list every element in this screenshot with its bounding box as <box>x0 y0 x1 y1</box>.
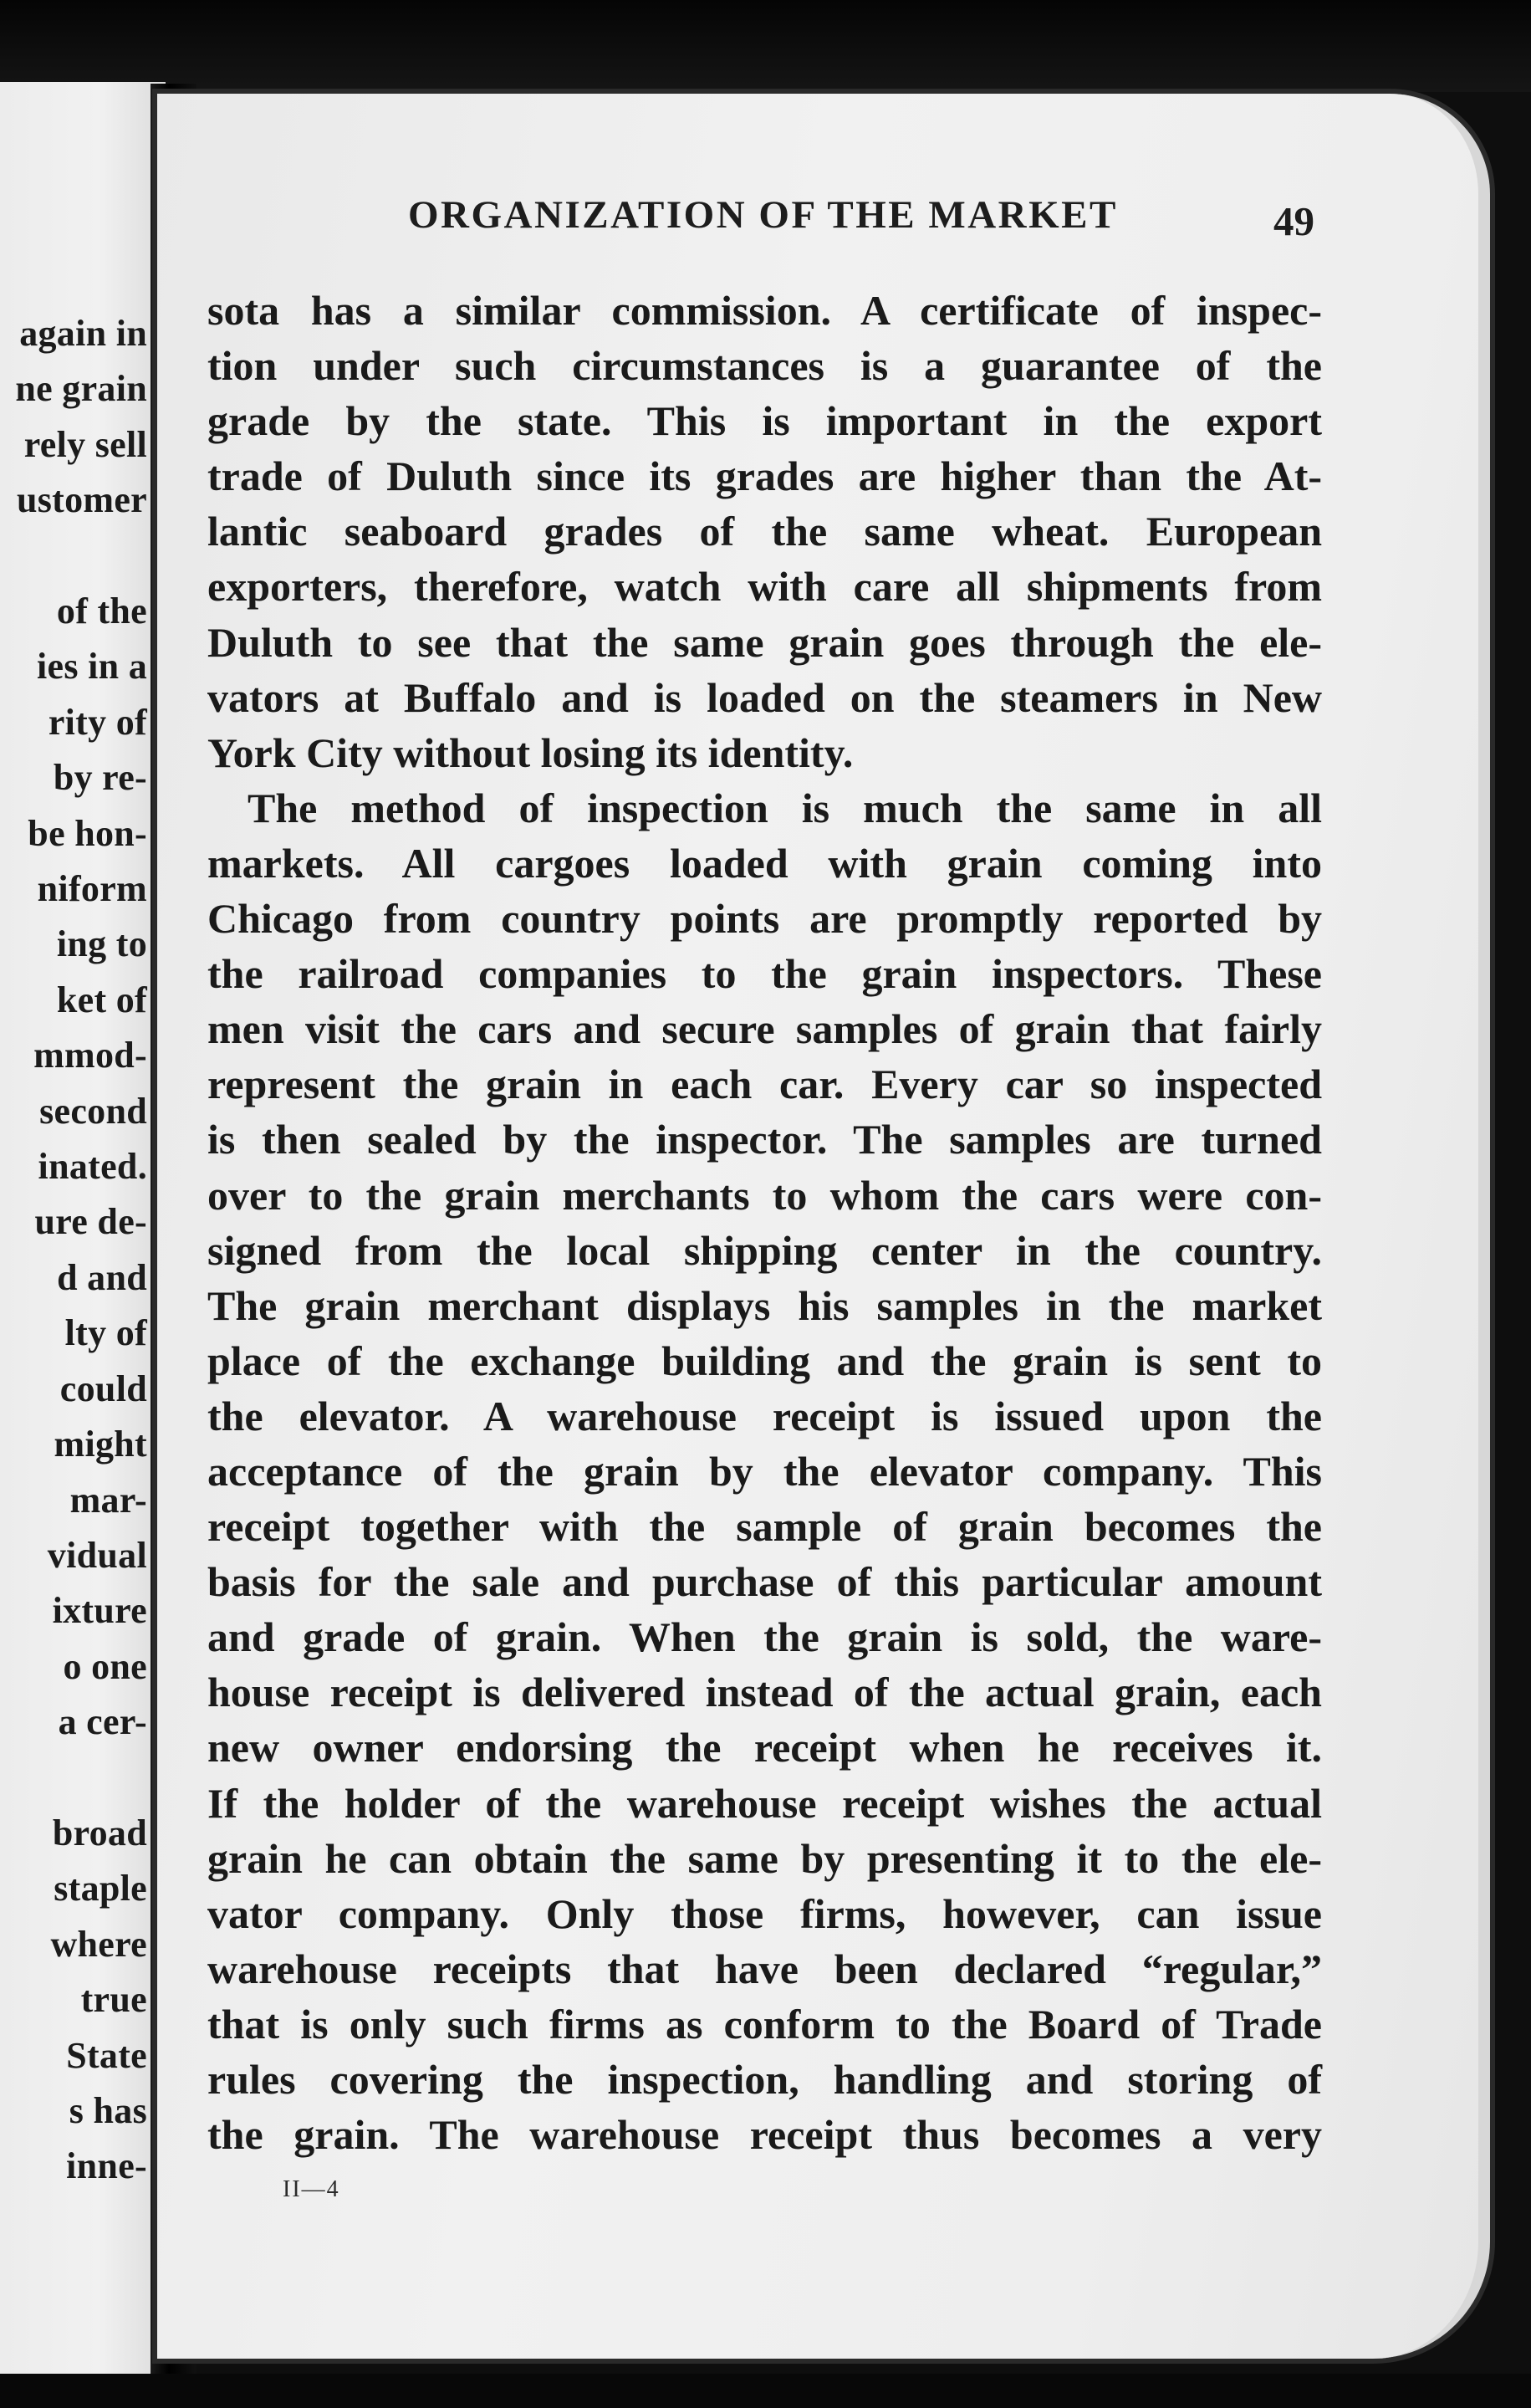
text-line: over to the grain merchants to whom the cars were con- <box>207 1171 1322 1219</box>
left-page-line: rity of <box>48 701 147 743</box>
left-page-line: mmod- <box>33 1035 147 1076</box>
left-page-line: broad <box>52 1812 147 1853</box>
left-page-line: o one <box>63 1645 147 1687</box>
left-page-line: again in <box>19 313 147 354</box>
left-page-line: State <box>66 2034 147 2076</box>
left-page-line: inne- <box>66 2145 147 2187</box>
text-line: Chicago from country points are promptly reported by <box>207 895 1322 943</box>
left-page-gap <box>15 529 147 584</box>
text-line: the grain. The warehouse receipt thus becomes a very <box>207 2111 1322 2159</box>
left-page-line: lty of <box>64 1312 147 1354</box>
text-line: basis for the sale and purchase of this particular amount <box>207 1558 1322 1606</box>
book-page <box>157 94 1490 2359</box>
text-line: sota has a similar commission. A certificate of inspec- <box>207 287 1322 334</box>
text-line: men visit the cars and secure samples of grain that fairly <box>207 1005 1322 1053</box>
text-line: that is only such firms as conform to the Board of Trade <box>207 2000 1322 2048</box>
text-line: tion under such circumstances is a guarantee of the <box>207 342 1322 390</box>
text-line: trade of Duluth since its grades are higher than the At- <box>207 452 1322 500</box>
left-page-line: by re- <box>53 757 147 799</box>
signature-mark: II—4 <box>283 2176 340 2202</box>
text-line: and grade of grain. When the grain is sold, the ware- <box>207 1613 1322 1661</box>
text-line: the railroad companies to the grain inspectors. These <box>207 950 1322 998</box>
text-line: If the holder of the warehouse receipt wishes the actual <box>207 1779 1322 1827</box>
left-page-line: ies in a <box>37 646 147 688</box>
left-page-line: true <box>80 1979 147 2021</box>
running-head: ORGANIZATION OF THE MARKET <box>408 193 1118 237</box>
text-line: receipt together with the sample of grain becomes the <box>207 1503 1322 1551</box>
text-line: acceptance of the grain by the elevator company. This <box>207 1447 1322 1495</box>
body-text <box>207 283 1322 2162</box>
text-line: markets. All cargoes loaded with grain coming into <box>207 839 1322 887</box>
left-page-line: niform <box>37 868 147 910</box>
left-page-line: staple <box>54 1868 147 1910</box>
left-page-line: ing to <box>56 923 147 965</box>
text-line: house receipt is delivered instead of the actual grain, each <box>207 1669 1322 1716</box>
page-number: 49 <box>1273 198 1314 244</box>
left-page-gap <box>15 1751 147 1806</box>
left-page-line: rely sell <box>23 423 147 465</box>
left-page-line: d and <box>57 1256 147 1298</box>
text-line: new owner endorsing the receipt when he receives it. <box>207 1724 1322 1771</box>
left-page-fragment <box>0 82 166 2374</box>
film-border-top <box>0 0 1531 92</box>
text-line: vators at Buffalo and is loaded on the steamers in New <box>207 673 1322 721</box>
left-page-line: ustomer <box>16 479 147 521</box>
text-line: is then sealed by the inspector. The samples are turned <box>207 1116 1322 1163</box>
text-line: grade by the state. This is important in the export <box>207 397 1322 445</box>
text-line: York City without losing its identity. <box>207 729 854 776</box>
left-page-line: second <box>39 1090 147 1132</box>
left-page-text <box>15 306 147 2195</box>
text-line: The grain merchant displays his samples in the market <box>207 1281 1322 1329</box>
text-line: the elevator. A warehouse receipt is issued upon the <box>207 1392 1322 1439</box>
left-page-line: s has <box>69 2089 147 2131</box>
text-line: represent the grain in each car. Every car so inspected <box>207 1061 1322 1108</box>
text-line: rules covering the inspection, handling and storing of <box>207 2056 1322 2103</box>
left-page-line: vidual <box>47 1534 147 1576</box>
text-line: exporters, therefore, watch with care all shipments from <box>207 563 1322 611</box>
left-page-line: ket of <box>56 979 147 1020</box>
left-page-line: be hon- <box>28 812 147 854</box>
text-line: Duluth to see that the same grain goes through the ele- <box>207 618 1322 666</box>
left-page-line: ixture <box>52 1590 147 1632</box>
left-page-line: where <box>50 1923 147 1965</box>
film-border-bottom <box>0 2374 1531 2408</box>
text-line: signed from the local shipping center in the country. <box>207 1226 1322 1274</box>
left-page-line: inated. <box>38 1146 147 1188</box>
left-page-line: a cer- <box>58 1701 147 1743</box>
left-page-line: of the <box>56 590 147 632</box>
left-page-line: might <box>54 1424 147 1465</box>
text-line: warehouse receipts that have been declared “regular,” <box>207 1945 1322 1992</box>
text-line: The method of inspection is much the same in all <box>248 784 1322 831</box>
left-page-line: mar- <box>69 1479 147 1521</box>
left-page-line: ne grain <box>15 368 147 410</box>
text-line: vator company. Only those firms, however, can issue <box>207 1889 1322 1937</box>
text-line: place of the exchange building and the grain is sent to <box>207 1337 1322 1384</box>
text-line: grain he can obtain the same by presenting it to the ele- <box>207 1834 1322 1882</box>
left-page-line: could <box>59 1368 147 1409</box>
left-page-line: ure de- <box>34 1201 147 1243</box>
text-line: lantic seaboard grades of the same wheat. European <box>207 508 1322 555</box>
